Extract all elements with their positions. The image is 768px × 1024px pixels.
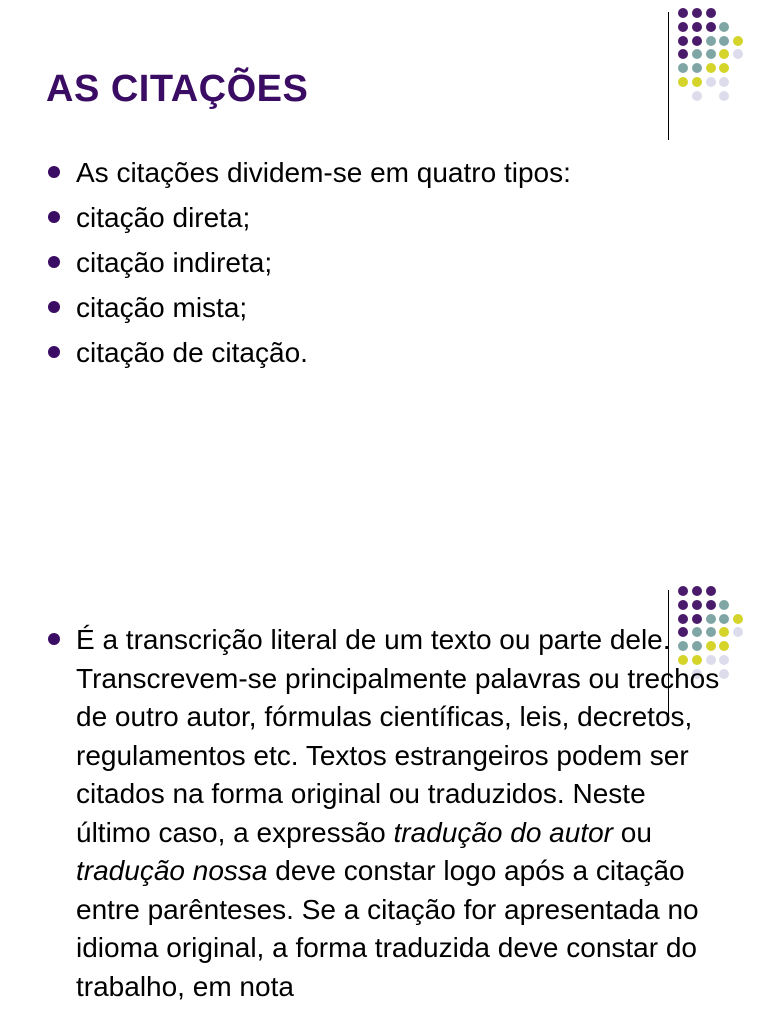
slide-title: AS CITAÇÕES: [46, 68, 309, 110]
decorative-dot: [719, 36, 729, 46]
decorative-dot: [692, 63, 702, 73]
decorative-dot: [678, 49, 688, 59]
bullet-text: citação indireta;: [76, 247, 273, 278]
bullet-item: [46, 330, 571, 375]
paragraph-part-2: ou: [613, 816, 652, 848]
paragraph-text: [76, 621, 726, 1006]
decorative-dot-grid: [678, 8, 768, 128]
bullet-icon: [48, 211, 60, 223]
decorative-dot: [719, 91, 729, 101]
bullet-text: citação mista;: [76, 292, 248, 323]
bullet-icon: [48, 256, 60, 268]
bullet-item: [46, 285, 571, 330]
decorative-dot: [719, 63, 729, 73]
paragraph-part-1: É a transcrição literal de um texto ou parte dele. Transcrevem-se principalmente palavras ou trechos de outro autor, fórmulas científicas, leis, decretos, regulamentos etc. Textos estrangeiros podem ser citados na forma original ou traduzidos. Neste último caso, a expressão: [76, 624, 720, 848]
decorative-dot: [733, 49, 743, 59]
bullet-text: citação direta;: [76, 202, 251, 233]
bullet-icon: [48, 346, 60, 358]
decorative-dot: [678, 77, 688, 87]
decorative-dot: [719, 49, 729, 59]
decorative-dot: [733, 627, 743, 637]
decorative-dot: [706, 49, 716, 59]
decorative-dot: [678, 600, 688, 610]
decorative-dot: [706, 36, 716, 46]
decorative-dot: [706, 63, 716, 73]
decorative-vertical-line: [668, 12, 669, 140]
paragraph-italic-2: tradução nossa: [76, 855, 268, 886]
decorative-dot: [719, 600, 729, 610]
decorative-dot: [678, 36, 688, 46]
decorative-dot: [706, 77, 716, 87]
bullet-item: [46, 150, 571, 195]
decorative-dot: [706, 600, 716, 610]
paragraph-part-3: deve constar logo após a citação entre parênteses. Se a citação for apresentada no idioma original, a forma traduzida deve constar do trabalho, em nota: [76, 855, 699, 1002]
decorative-dot: [678, 8, 688, 18]
decorative-dot: [733, 36, 743, 46]
decorative-dot: [692, 600, 702, 610]
decorative-dot: [719, 77, 729, 87]
decorative-dot: [692, 8, 702, 18]
decorative-dot: [706, 22, 716, 32]
decorative-dot: [692, 22, 702, 32]
decorative-dot: [692, 77, 702, 87]
decorative-dot: [692, 91, 702, 101]
decorative-dot: [678, 586, 688, 596]
decorative-dot: [692, 586, 702, 596]
bullet-item: [46, 240, 571, 285]
decorative-dot: [719, 22, 729, 32]
bullet-text: citação de citação.: [76, 337, 308, 368]
bullet-list: [46, 150, 571, 375]
decorative-dot: [678, 22, 688, 32]
decorative-dot: [733, 614, 743, 624]
decorative-dot: [692, 36, 702, 46]
paragraph-bullet: [46, 621, 726, 1006]
decorative-dot: [706, 586, 716, 596]
paragraph-italic-1: tradução do autor: [393, 816, 613, 848]
bullet-icon: [48, 633, 60, 645]
decorative-dot: [692, 49, 702, 59]
bullet-icon: [48, 166, 60, 178]
bullet-item: [46, 195, 571, 240]
bullet-icon: [48, 301, 60, 313]
decorative-dot: [678, 63, 688, 73]
slide-citacao-direta: [0, 585, 768, 1024]
bullet-text: As citações dividem-se em quatro tipos:: [76, 157, 571, 188]
decorative-dot: [706, 8, 716, 18]
